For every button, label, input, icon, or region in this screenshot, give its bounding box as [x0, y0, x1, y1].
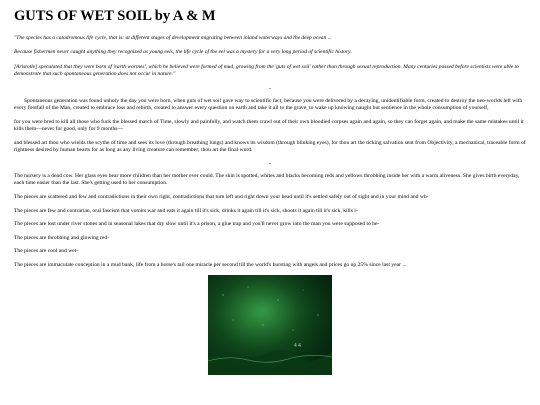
- green-underwater-photo: [208, 275, 332, 375]
- photo-caption: 4 4: [294, 343, 301, 350]
- body-paragraph: The pieces are few and contrarian, oral fascism that vomits war and eats it again till it's sick, drinks it again till it's sick, shoots it again till it's sick, kills i-: [14, 207, 358, 214]
- body-paragraph: Spontaneous generation was found unholy the day you were born, when guts of wet soil gave way to scientific fact, because you were delivered by a decaying, unidentifiable form, created to destroy the neo-worlds left with every footfall of the Man, created to embrace loss and rebirth, created to answer every question on earth and take it all to the grave, to wake up knowing naught but sentience in the whole consumption of yourself,: [14, 97, 523, 112]
- section-separator: -: [269, 85, 271, 92]
- intro-paragraph: Because fishermen never caught anything they recognized as young eels, the life cycle of the eel was a mystery for a very long period of scientific history.: [14, 49, 352, 56]
- section-1: [14, 98, 526, 155]
- body-paragraph: The pieces are throbbing and glowing red-: [14, 234, 110, 241]
- intro-quote: [14, 35, 526, 79]
- intro-paragraph: "The species has a catadromous life cycle, that is: at different stages of development migrating between inland waterways and the deep ocean ...: [14, 34, 332, 41]
- section-separator: -: [269, 160, 271, 167]
- section-2: [14, 173, 526, 269]
- body-paragraph: The nursery is a dead cow. Her glass eyes bear more children than her mother ever could. The skin is spotted, whites and blacks becoming reds and yellows throbbing inside her with a warm aliveness. She gives birth everyday, each time easier than the last. She's getting used to her consumption.: [14, 172, 520, 187]
- photo-container: [14, 275, 526, 375]
- body-paragraph: The pieces are scattered and few and contradictions in their own right, contradictions that turn left and right down your head until it's settled safely out of sight and in your mind and wh-: [14, 194, 429, 200]
- body-paragraph: for you were bred to kill all those who fuck the blessed march of Time, slowly and painfully, and watch them crawl out of their own bloodied corpses again and again, so they can forget again, and make the same mistakes until it kills them—never for good, only for 9 months—: [14, 118, 524, 133]
- body-paragraph: and blessed art thou who wields the scythe of time and sees its love (through breathing lungs) and knows its wisdom (through blinking eyes), for thou art the ticking salvation sent from Objectivity, a mechanical, traceable form of rightness desired by human hearts for as long as any living creature can remember; thou art the final word.: [14, 139, 526, 154]
- body-paragraph: The pieces are cool and wet-: [14, 248, 79, 255]
- photo-texture: [208, 275, 332, 375]
- page-title: GUTS OF WET SOIL by A & M: [14, 8, 216, 24]
- intro-paragraph: [Aristotle] speculated that they were born of 'earth wormes', which he believed were formed of mud, growing from the 'guts of wet soil' rather than through sexual reproduction. Many centuries passed before scientists were able to demonstrate that such spontaneous generation does not occur in nature.": [14, 63, 519, 78]
- body-paragraph: The pieces are immaculate conception in a mud bank, life from a horse's tail one miracle per second till the world's bursting with angels and prices go up 25% since last year ...: [14, 261, 407, 268]
- body-paragraph: The pieces are lost under river stones and in seasonal lakes that dry slow until it's a prison, a glue trap and you'll never grow into the man you were supposed to be-: [14, 221, 380, 228]
